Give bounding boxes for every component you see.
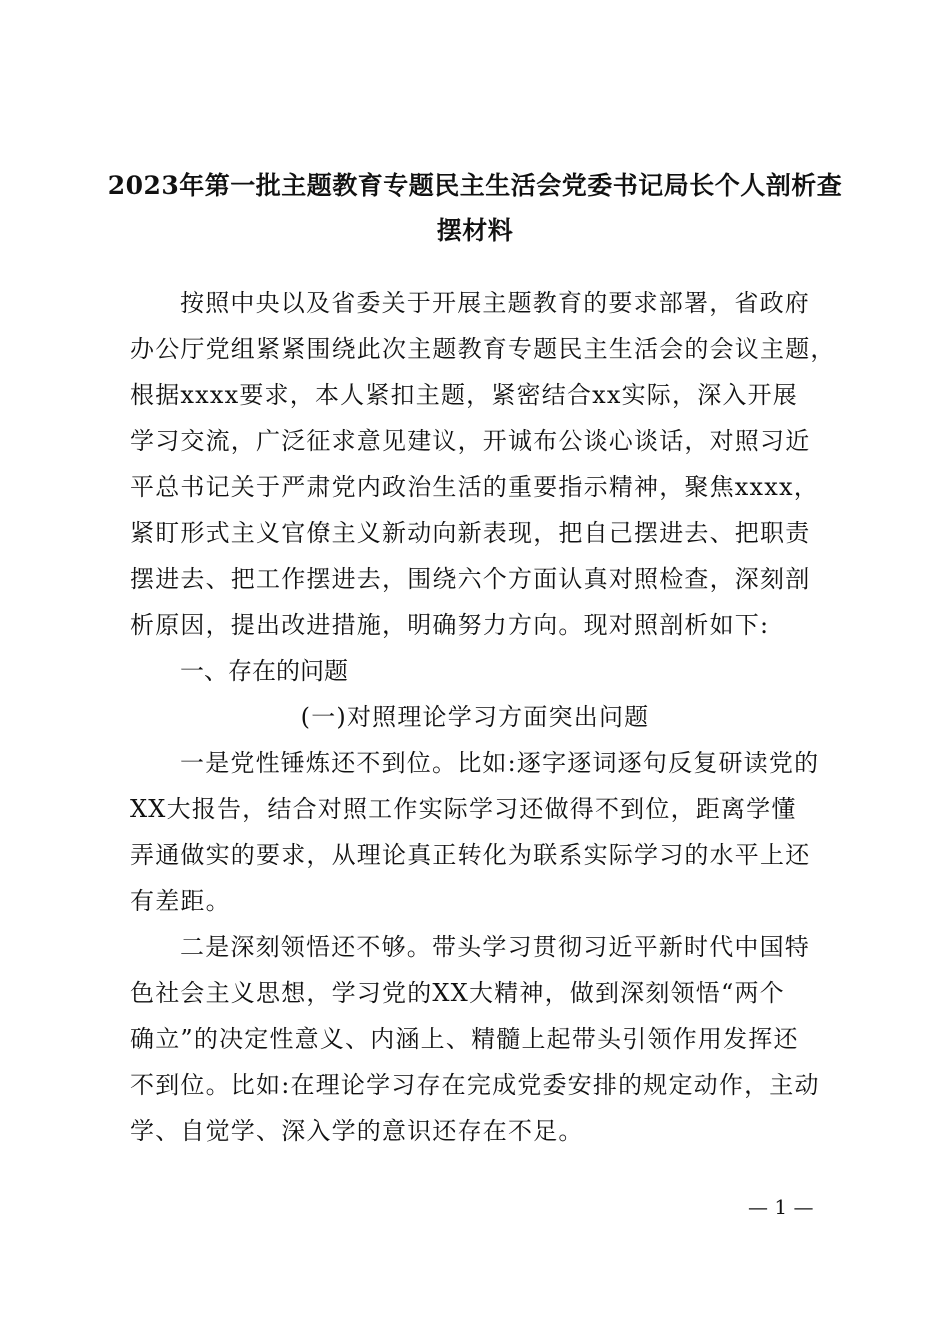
paragraph-line: 色社会主义思想，学习党的XX大精神，做到深刻领悟“两个 bbox=[130, 979, 785, 1007]
intro-line: 办公厅党组紧紧围绕此次主题教育专题民主生活会的会议主题， bbox=[130, 335, 836, 363]
paragraph-line: 学、自觉学、深入学的意识还存在不足。 bbox=[130, 1117, 584, 1145]
paragraph-line: XX大报告，结合对照工作实际学习还做得不到位，距离学懂 bbox=[130, 795, 797, 823]
intro-line: 摆进去、把工作摆进去，围绕六个方面认真对照检查，深刻剖 bbox=[130, 565, 811, 593]
document-title-line-2: 摆材料 bbox=[436, 216, 514, 245]
paragraph-line: 一是党性锤炼还不到位。比如:逐字逐词逐句反复研读党的 bbox=[180, 749, 820, 777]
intro-line: 析原因，提出改进措施，明确努力方向。现对照剖析如下: bbox=[130, 611, 770, 639]
intro-line: 根据xxxx要求，本人紧扣主题，紧密结合xx实际，深入开展 bbox=[130, 381, 799, 409]
page-number: — 1 — bbox=[748, 1195, 814, 1219]
intro-line: 学习交流，广泛征求意见建议，开诚布公谈心谈话，对照习近 bbox=[130, 427, 811, 455]
paragraph-line: 不到位。比如:在理论学习存在完成党委安排的规定动作，主动 bbox=[130, 1071, 820, 1099]
section-heading: 一、存在的问题 bbox=[180, 657, 348, 685]
paragraph-line: 确立”的决定性意义、内涵上、精髓上起带头引领作用发挥还 bbox=[130, 1025, 799, 1053]
intro-line: 按照中央以及省委关于开展主题教育的要求部署，省政府 bbox=[180, 289, 810, 317]
subsection-heading: (一)对照理论学习方面突出问题 bbox=[300, 703, 650, 731]
intro-line: 平总书记关于严肃党内政治生活的重要指示精神，聚焦xxxx， bbox=[130, 473, 819, 501]
paragraph-line: 二是深刻领悟还不够。带头学习贯彻习近平新时代中国特 bbox=[180, 933, 810, 961]
document-title-line-1: 2023年第一批主题教育专题民主生活会党委书记局长个人剖析查 bbox=[107, 171, 843, 200]
intro-line: 紧盯形式主义官僚主义新动向新表现，把自己摆进去、把职责 bbox=[130, 519, 811, 547]
paragraph-line: 弄通做实的要求，从理论真正转化为联系实际学习的水平上还 bbox=[130, 841, 811, 869]
paragraph-line: 有差距。 bbox=[130, 887, 231, 915]
